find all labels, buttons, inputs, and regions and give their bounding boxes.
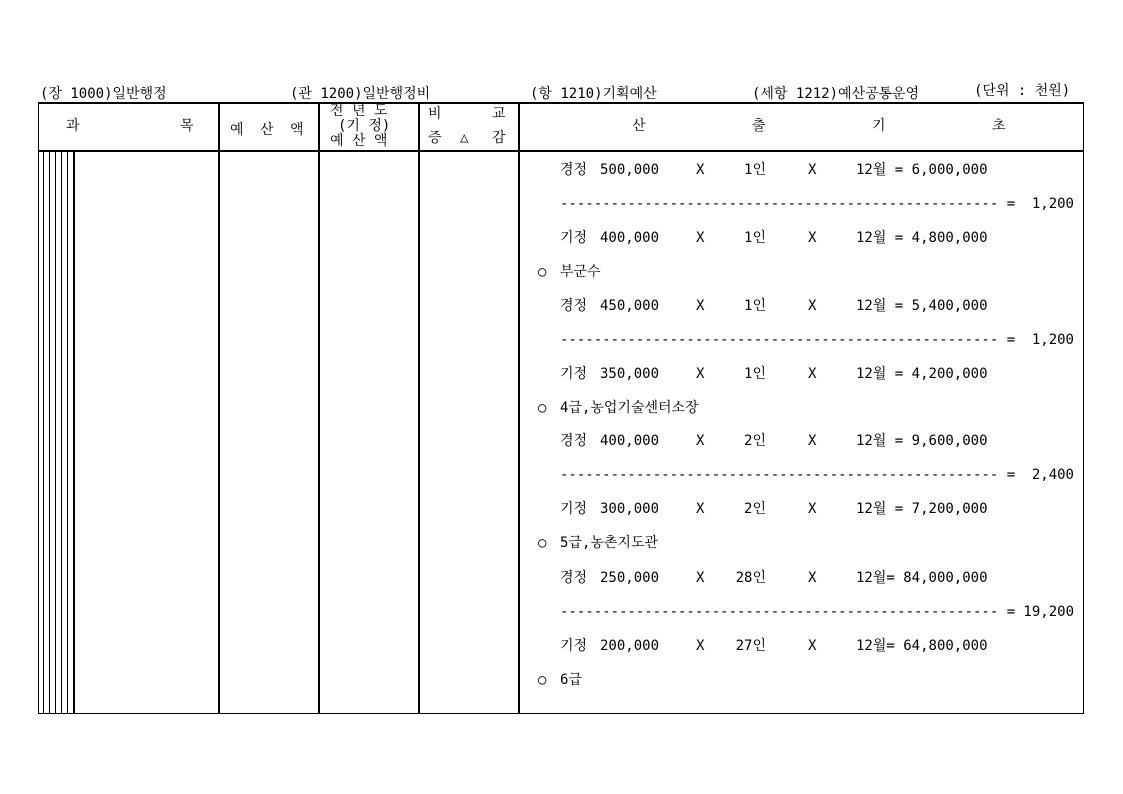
sum-total: 19,200 [1023,604,1074,620]
sum-total: 1,200 [1031,196,1074,212]
calc-x: X [696,501,705,517]
calc-label: 기정 [560,230,588,246]
calc-label: 기정 [560,366,588,382]
section-title: 부군수 [560,264,601,280]
calc-x: X [696,230,705,246]
unit-label: (단위 : 천원) [974,83,1071,99]
calc-count: 1인 [744,162,766,178]
header-budget-2: 산 [260,122,274,138]
calc-label: 경정 [560,433,588,449]
header-gam: 감 [492,130,506,146]
calc-count: 28인 [735,570,766,586]
calc-x: X [696,162,705,178]
header-chul: 출 [752,118,766,134]
bullet-icon: ○ [538,264,547,280]
calc-months: 12월 = 4,200,000 [856,366,988,382]
header-budget-3: 액 [290,122,304,138]
calc-label: 경정 [560,298,588,314]
gwan-label: (관 1200)일반행정비 [290,86,431,102]
calc-months: 12월 = 7,200,000 [856,501,988,517]
sum-total: 2,400 [1031,467,1074,483]
calc-count: 2인 [744,433,766,449]
calc-label: 경정 [560,162,588,178]
calc-x: X [808,501,817,517]
header-delta: △ [460,130,469,146]
sehang-label: (세항 1212)예산공통운영 [752,86,920,102]
calc-x: X [808,230,817,246]
calc-months: 12월 = 6,000,000 [856,162,988,178]
calc-x: X [808,570,817,586]
calc-count: 1인 [744,298,766,314]
calc-amount: 400,000 [600,230,660,246]
calc-months: 12월= 64,800,000 [856,638,988,654]
header-budget-1: 예 [230,122,244,138]
calc-amount: 300,000 [600,501,660,517]
calc-amount: 350,000 [600,366,660,382]
section-title: 4급,농업기술센터소장 [560,400,699,416]
calc-x: X [808,638,817,654]
calc-months: 12월 = 9,600,000 [856,433,988,449]
sum-dashes: ---------------------------------------------------- = [560,467,1016,483]
hang-label: (항 1210)기획예산 [530,86,657,102]
calc-x: X [808,162,817,178]
calc-label: 경정 [560,570,588,586]
calc-months: 12월 = 4,800,000 [856,230,988,246]
calc-amount: 400,000 [600,433,660,449]
header-prev-2: (기 정) [338,118,391,134]
sum-total: 1,200 [1031,332,1074,348]
calc-count: 1인 [744,366,766,382]
sum-dashes: ---------------------------------------------------- = [560,196,1016,212]
calc-amount: 500,000 [600,162,660,178]
bullet-icon: ○ [538,400,547,416]
calc-months: 12월 = 5,400,000 [856,298,988,314]
header-cho: 초 [992,118,1006,134]
section-title: 5급,농촌지도관 [560,535,659,551]
calc-count: 2인 [744,501,766,517]
calc-amount: 200,000 [600,638,660,654]
calc-months: 12월= 84,000,000 [856,570,988,586]
header-prev-1: 전 년 도 [330,103,388,119]
bullet-icon: ○ [538,535,547,551]
header-mok: 목 [180,118,194,134]
section-title: 6급 [560,672,582,688]
header-san: 산 [632,118,646,134]
calc-x: X [808,433,817,449]
calc-amount: 450,000 [600,298,660,314]
calc-x: X [808,366,817,382]
calc-x: X [696,298,705,314]
sum-dashes: ---------------------------------------------------- = [560,604,1016,620]
calc-count: 1인 [744,230,766,246]
calc-label: 기정 [560,638,588,654]
bullet-icon: ○ [538,672,547,688]
calc-x: X [696,433,705,449]
header-gyo: 교 [492,106,506,122]
header-prev-3: 예 산 액 [330,133,388,149]
calc-count: 27인 [735,638,766,654]
jang-label: (장 1000)일반행정 [40,86,167,102]
header-gwa: 과 [66,118,80,134]
calc-label: 기정 [560,501,588,517]
header-jeung: 증 [428,130,442,146]
header-gi: 기 [872,118,886,134]
calc-amount: 250,000 [600,570,660,586]
header-bi: 비 [428,106,442,122]
sum-dashes: ---------------------------------------------------- = [560,332,1016,348]
calc-x: X [696,570,705,586]
calc-x: X [696,366,705,382]
calc-x: X [808,298,817,314]
calc-x: X [696,638,705,654]
